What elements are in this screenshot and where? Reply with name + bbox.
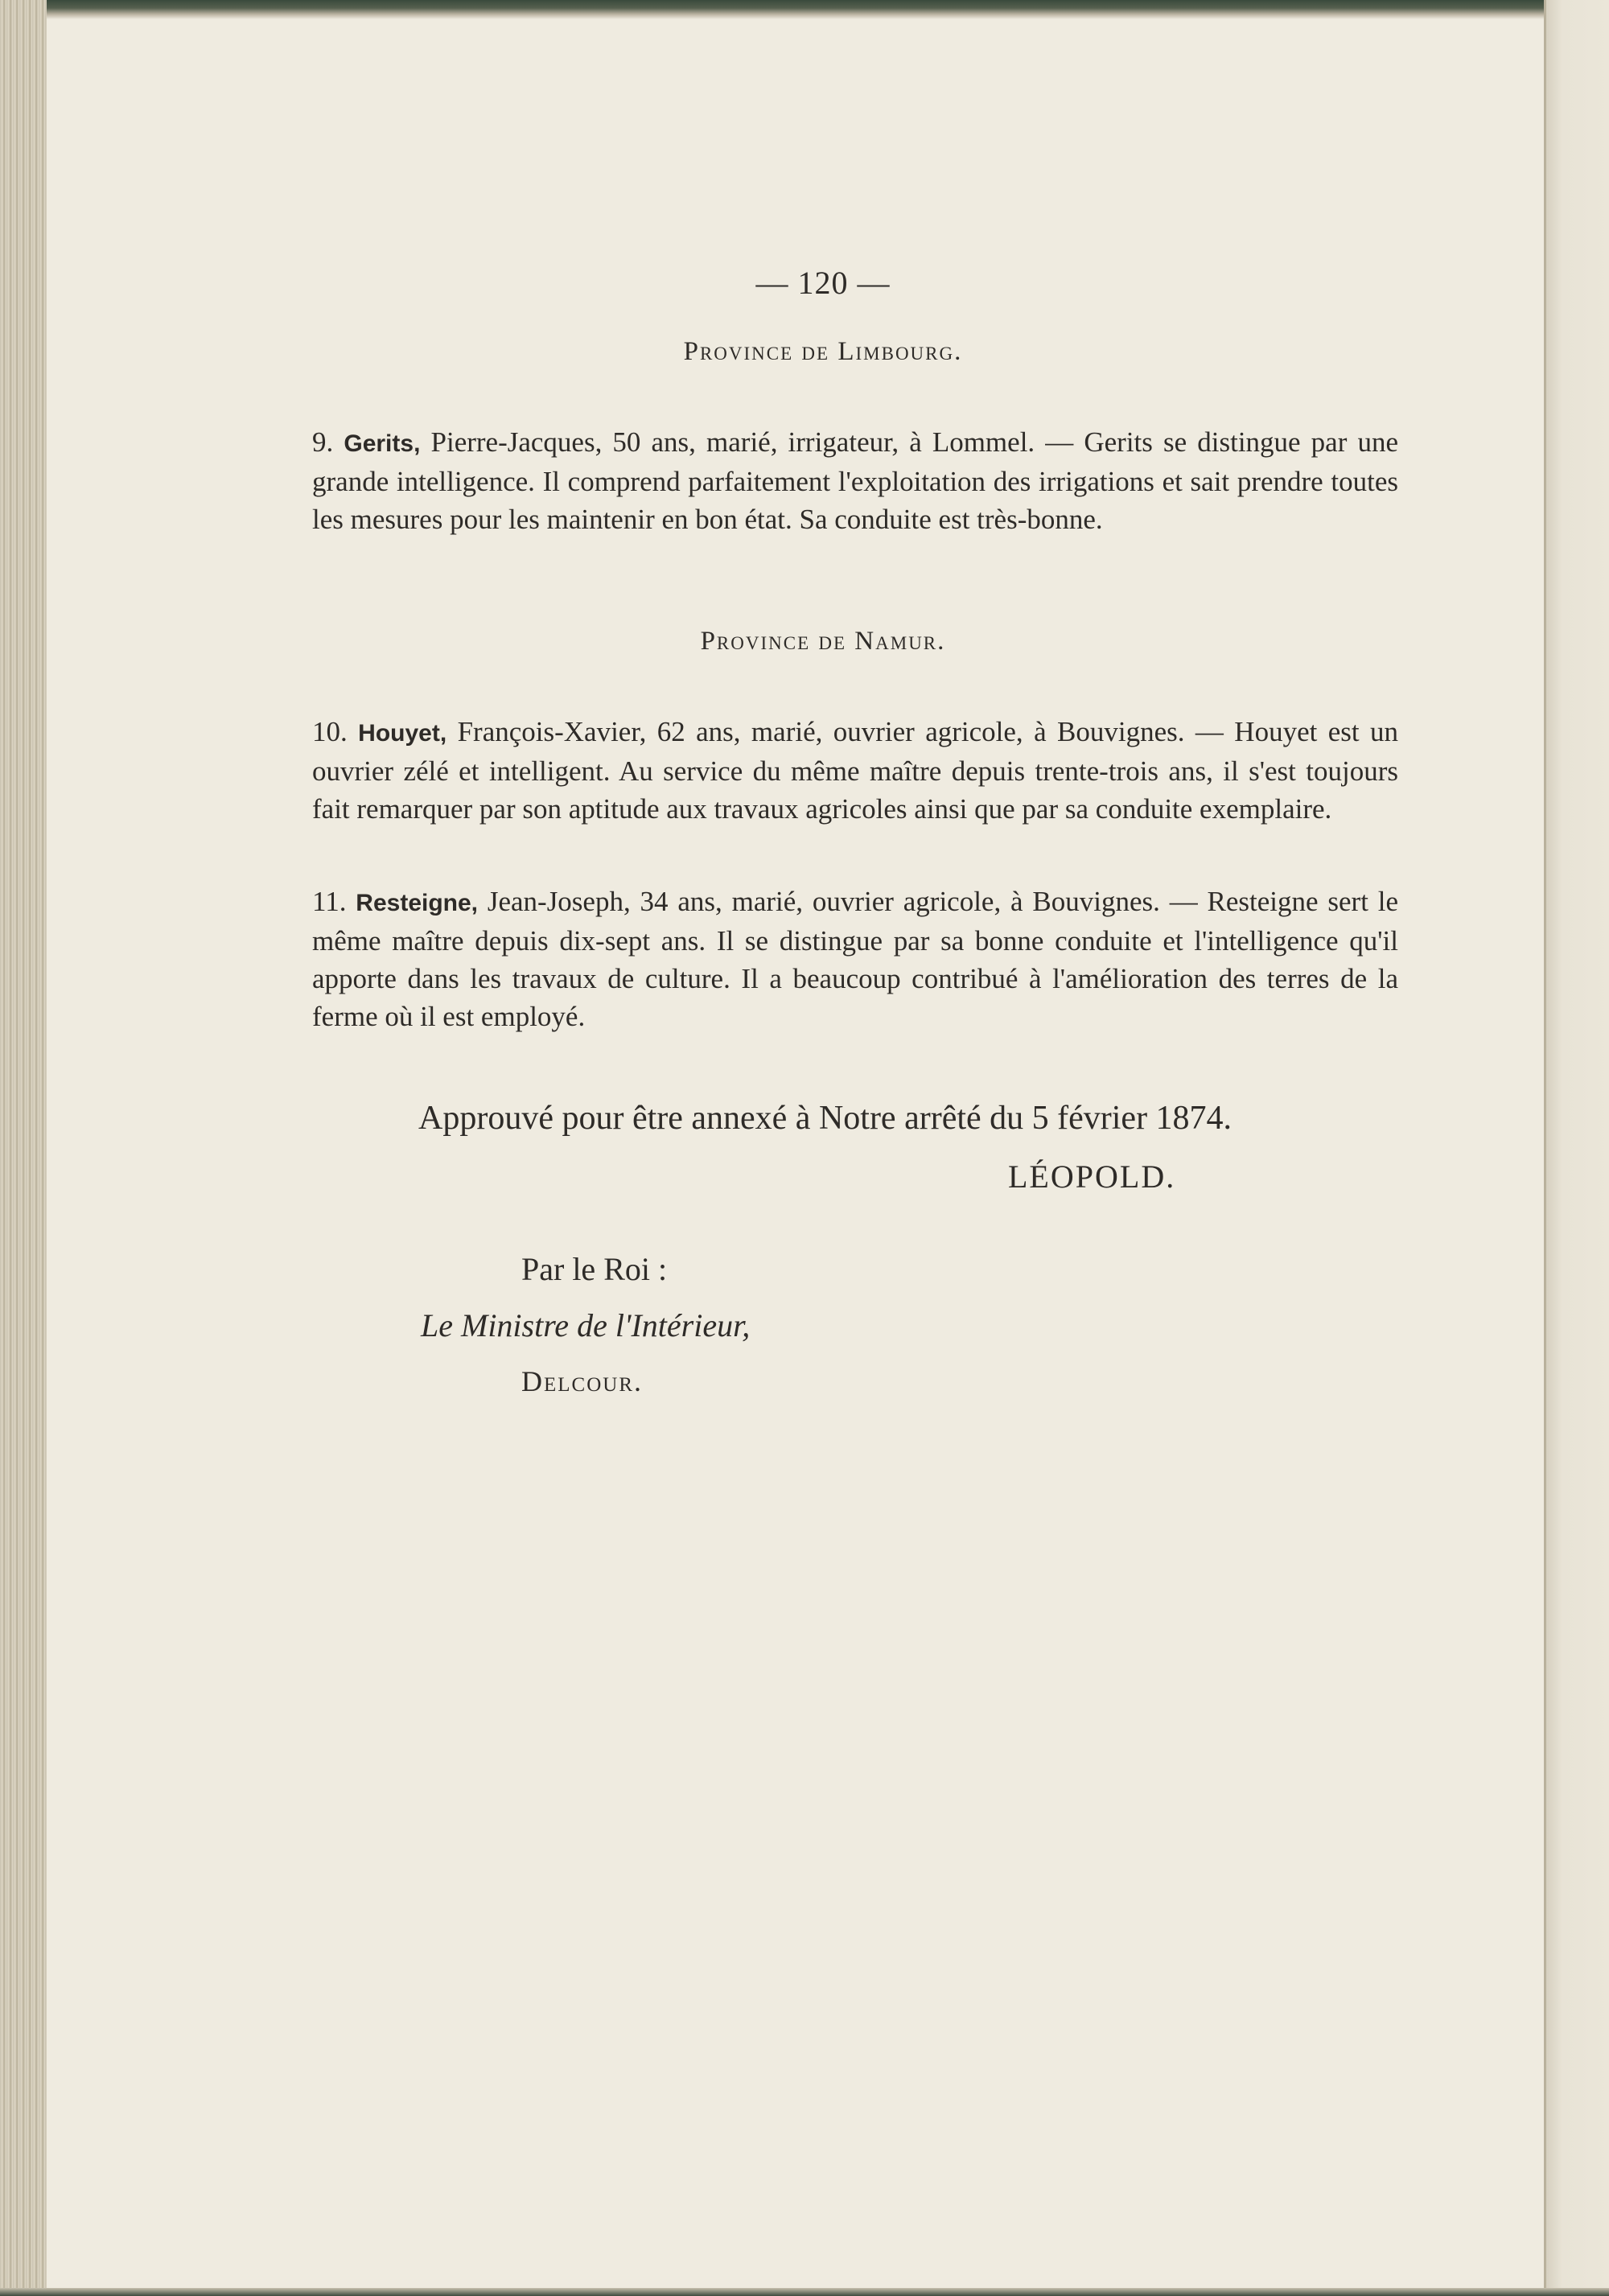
entry-9 — [312, 423, 1398, 538]
entry-name: Gerits, — [344, 430, 421, 457]
book-edge-bottom — [0, 2288, 1609, 2296]
entry-number: 9. — [312, 426, 334, 458]
par-le-roi: Par le Roi : — [521, 1251, 668, 1287]
minister-name: Delcour. — [521, 1365, 643, 1397]
page-number: — 120 — — [755, 265, 891, 301]
entry-name: Houyet, — [358, 720, 447, 747]
entry-text: François-Xavier, 62 ans, marié, ouvrier agricole, à Bouvignes. — Houyet est un ouvrier zélé et intelligent. Au service du même maître depuis trente-trois ans, il s'est toujours fait remarquer par son aptitude aux travaux agricoles ainsi que par sa conduite exemplaire. — [312, 716, 1399, 825]
entry-text: Jean-Joseph, 34 ans, marié, ouvrier agricole, à Bouvignes. — Resteigne sert le même maître depuis dix-sept ans. Il se distingue par sa bonne conduite et l'intelligence qu'il apporte dans les travaux de culture. Il a beaucoup contribué à l'amélioration des terres de la ferme où il est employé. — [312, 886, 1399, 1032]
entry-10 — [312, 713, 1398, 828]
minister-title: Le Ministre de l'Intérieur, — [421, 1307, 751, 1343]
section-heading-namur: Province de Namur. — [700, 627, 946, 656]
approval-statement: Approuvé pour être annexé à Notre arrêté du 5 février 1874. — [418, 1100, 1232, 1137]
entry-number: 10. — [312, 716, 348, 747]
section-heading-limbourg: Province de Limbourg. — [683, 337, 963, 366]
entry-11 — [312, 883, 1398, 1035]
book-spine — [0, 0, 47, 2296]
royal-signature: LÉOPOLD. — [1008, 1158, 1176, 1195]
entry-text: Pierre-Jacques, 50 ans, marié, irrigateur, à Lommel. — Gerits se distingue par une grande intelligence. Il comprend parfaitement l'exploitation des irrigations et sait prendre toutes les mesures pour les maintenir en bon état. Sa conduite est très-bonne. — [312, 426, 1399, 535]
book-edge-top — [0, 0, 1609, 19]
entry-number: 11. — [312, 886, 347, 917]
entry-name: Resteigne, — [356, 890, 479, 916]
document-page — [47, 19, 1546, 2288]
